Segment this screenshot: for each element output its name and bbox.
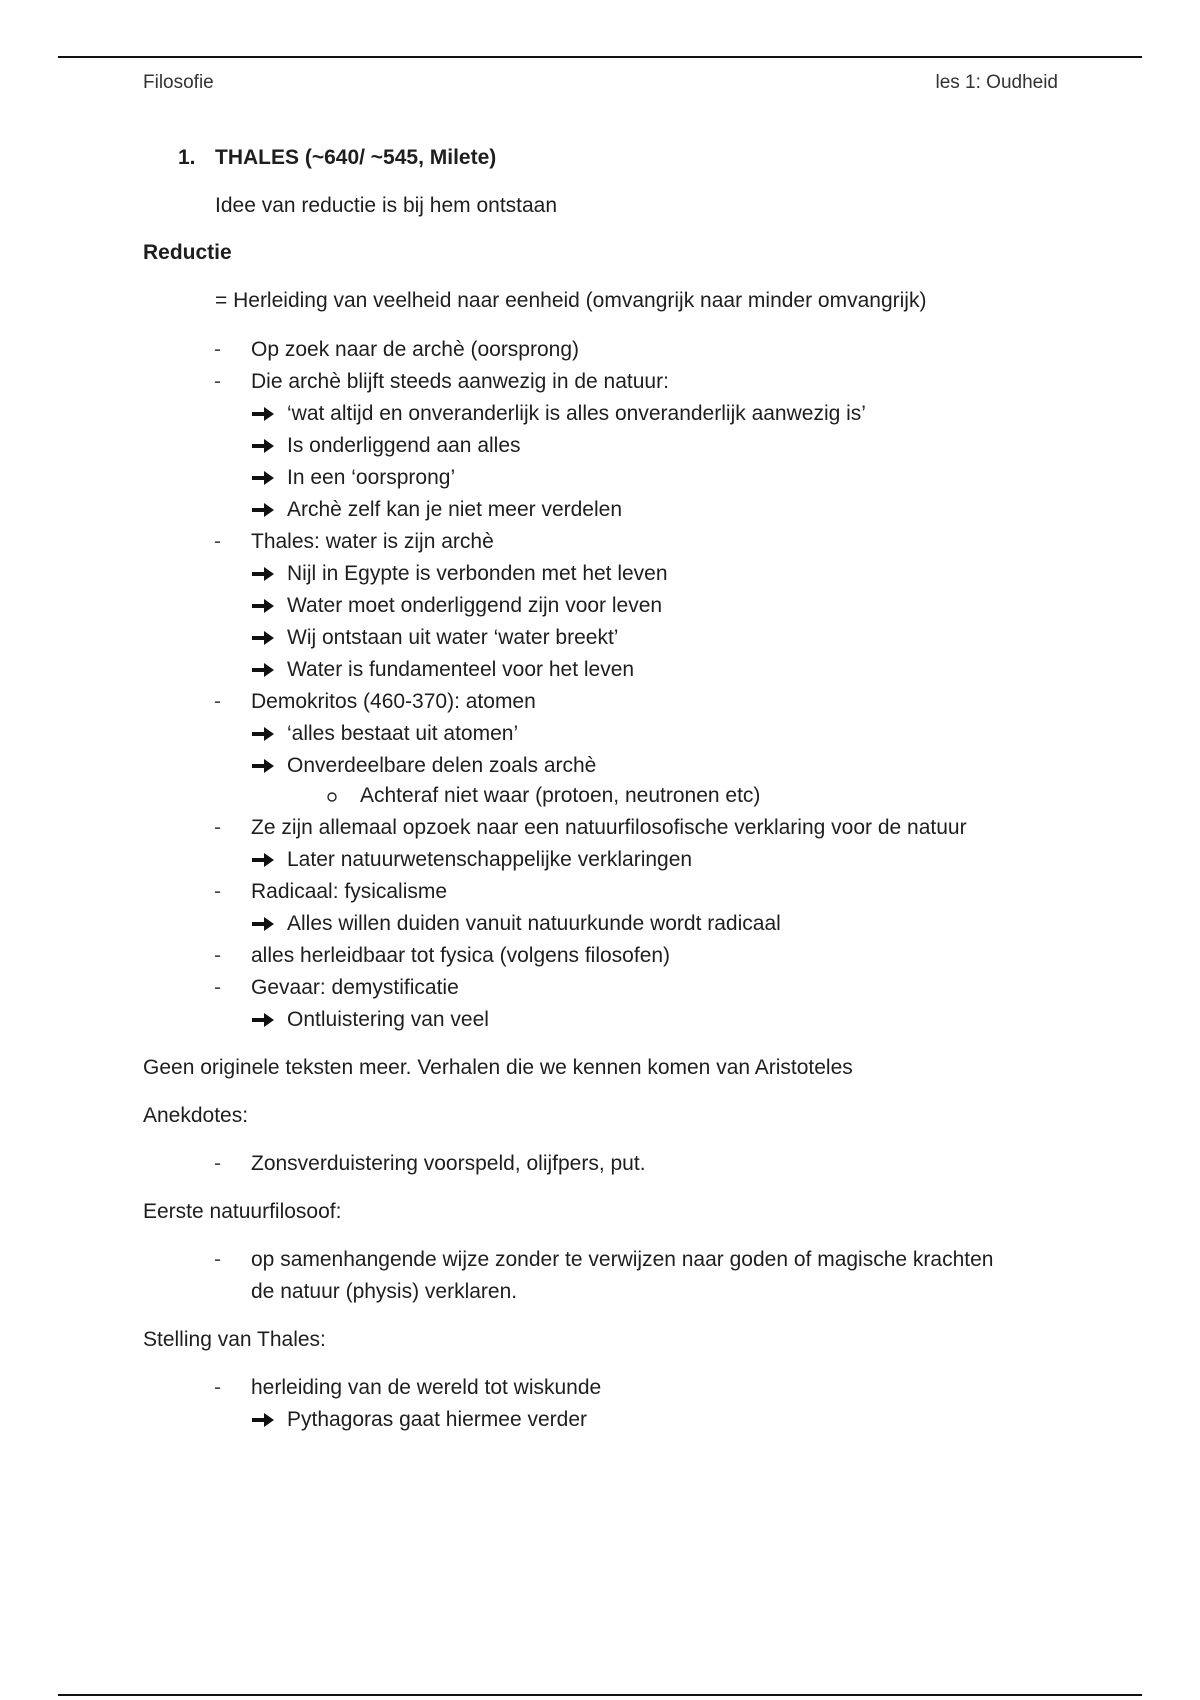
dash-marker: - — [214, 976, 221, 999]
arrow-icon — [250, 432, 276, 460]
arrow-icon — [250, 656, 276, 684]
bullet-item: Ze zijn allemaal opzoek naar een natuurfilosofische verklaring voor de natuur — [251, 816, 967, 839]
sub-item: Water moet onderliggend zijn voor leven — [287, 594, 663, 617]
arrow-icon — [250, 400, 276, 428]
heading-number: 1. — [178, 146, 196, 169]
arrow-icon — [250, 1006, 276, 1034]
stelling-item: herleiding van de wereld tot wiskunde — [251, 1376, 602, 1399]
sub-item: Onverdeelbare delen zoals archè — [287, 754, 597, 777]
footer-rule — [58, 1694, 1142, 1696]
circle-bullet-icon — [326, 782, 338, 810]
dash-marker: - — [214, 944, 221, 967]
definition-text: = Herleiding van veelheid naar eenheid (omvangrijk naar minder omvangrijk) — [215, 289, 927, 312]
bullet-item: Radicaal: fysicalisme — [251, 880, 448, 903]
sub-item: Alles willen duiden vanuit natuurkunde wordt radicaal — [287, 912, 781, 935]
dash-marker: - — [214, 530, 221, 553]
intro-text: Idee van reductie is bij hem ontstaan — [215, 194, 558, 217]
bullet-item: alles herleidbaar tot fysica (volgens filosofen) — [251, 944, 671, 967]
sub-item: Archè zelf kan je niet meer verdelen — [287, 498, 623, 521]
stelling-sub-item: Pythagoras gaat hiermee verder — [287, 1408, 587, 1431]
dash-marker: - — [214, 1376, 221, 1399]
sub-item: In een ‘oorsprong’ — [287, 466, 456, 489]
arrow-icon — [250, 560, 276, 588]
dash-marker: - — [214, 338, 221, 361]
dash-marker: - — [214, 816, 221, 839]
header-subject: Filosofie — [143, 72, 214, 93]
dash-marker: - — [214, 370, 221, 393]
arrow-icon — [250, 910, 276, 938]
arrow-icon — [250, 624, 276, 652]
eerste-label: Eerste natuurfilosoof: — [143, 1200, 342, 1223]
dash-marker: - — [214, 880, 221, 903]
sub-item: ‘wat altijd en onveranderlijk is alles onveranderlijk aanwezig is’ — [287, 402, 866, 425]
stelling-label: Stelling van Thales: — [143, 1328, 326, 1351]
heading-title: THALES (~640/ ~545, Milete) — [215, 146, 497, 169]
anekdotes-label: Anekdotes: — [143, 1104, 249, 1127]
sub-item: ‘alles bestaat uit atomen’ — [287, 722, 519, 745]
bullet-item: Op zoek naar de archè (oorsprong) — [251, 338, 580, 361]
sub-item: Is onderliggend aan alles — [287, 434, 521, 457]
sub-item: Wij ontstaan uit water ‘water breekt’ — [287, 626, 619, 649]
bullet-item: Gevaar: demystificatie — [251, 976, 459, 999]
sub-sub-item: Achteraf niet waar (protoen, neutronen etc) — [360, 784, 761, 807]
sub-item: Later natuurwetenschappelijke verklaringen — [287, 848, 693, 871]
arrow-icon — [250, 846, 276, 874]
header-lesson: les 1: Oudheid — [935, 72, 1058, 93]
dash-marker: - — [214, 690, 221, 713]
bullet-item: Thales: water is zijn archè — [251, 530, 494, 553]
arrow-icon — [250, 1406, 276, 1434]
no-texts-paragraph: Geen originele teksten meer. Verhalen die we kennen komen van Aristoteles — [143, 1056, 853, 1079]
arrow-icon — [250, 752, 276, 780]
sub-item: Water is fundamenteel voor het leven — [287, 658, 635, 681]
reductie-heading: Reductie — [143, 241, 232, 264]
dash-marker: - — [214, 1152, 221, 1175]
sub-item: Nijl in Egypte is verbonden met het leven — [287, 562, 668, 585]
bullet-item: Die archè blijft steeds aanwezig in de natuur: — [251, 370, 669, 393]
eerste-item-line2: de natuur (physis) verklaren. — [251, 1280, 518, 1303]
arrow-icon — [250, 592, 276, 620]
eerste-item-line1: op samenhangende wijze zonder te verwijzen naar goden of magische krachten — [251, 1248, 994, 1271]
anekdotes-item: Zonsverduistering voorspeld, olijfpers, put. — [251, 1152, 646, 1175]
sub-item: Ontluistering van veel — [287, 1008, 489, 1031]
bullet-item: Demokritos (460-370): atomen — [251, 690, 536, 713]
header-rule — [58, 56, 1142, 58]
arrow-icon — [250, 496, 276, 524]
arrow-icon — [250, 720, 276, 748]
dash-marker: - — [214, 1248, 221, 1271]
arrow-icon — [250, 464, 276, 492]
